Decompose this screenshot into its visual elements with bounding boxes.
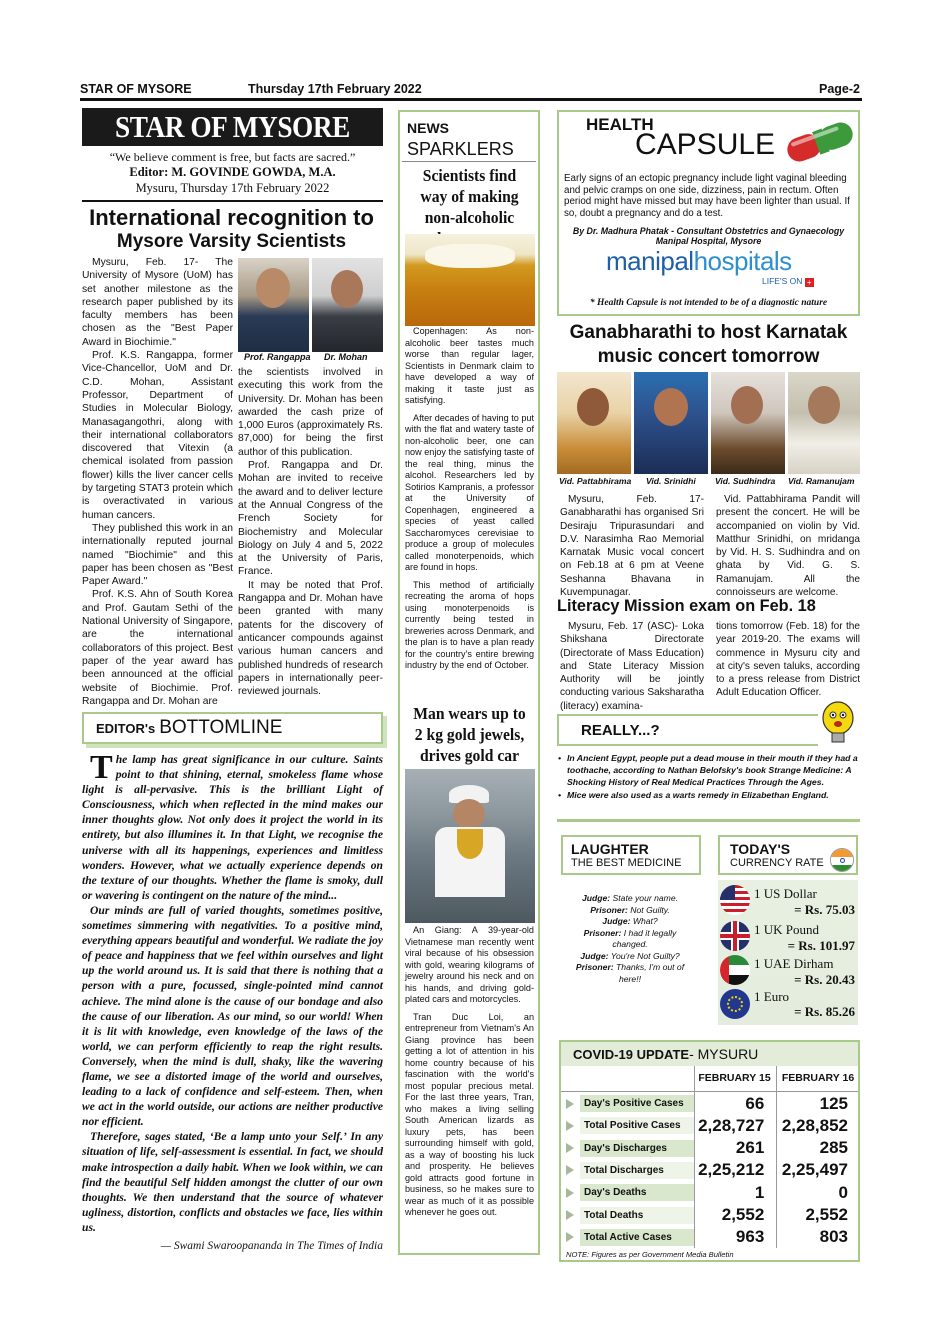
health-byline-1: By Dr. Madhura Phatak - Consultant Obstetrics and Gynaecology: [572, 226, 845, 236]
really-item-text: In Ancient Egypt, people put a dead mouse in their mouth if they had a toothache, according to Nathan Belofsky's book Strange Medicine: A Shocking History of Real Medical Practices Through the Ages.: [567, 753, 858, 787]
covid-row: [562, 1138, 858, 1159]
page-number: Page-2: [819, 82, 860, 96]
gold-man-photo: [405, 769, 535, 923]
joke-line: [565, 916, 695, 928]
editorial-dateline: Mysuru, Thursday 17th February 2022: [135, 181, 330, 195]
covid-value-feb16: 2,552: [805, 1205, 848, 1224]
covid-value-feb15: 2,552: [721, 1205, 765, 1224]
tagline-text: LIFE'S ON: [762, 276, 803, 286]
laughter-title-box: [561, 835, 701, 875]
currency-rate: = Rs. 20.43: [794, 972, 855, 987]
covid-value-feb15: 2,28,727: [698, 1115, 765, 1135]
concert-body-left: Mysuru, Feb. 17-Ganabharathi has organised Sri Desiraju Tripurasundari and D.V. Narasimha Rao Memorial Karnatak Music vocal concert on Feb.18 at 6 pm at Veene Seshanna Bhavana in Kuvempunagar.: [560, 494, 704, 599]
photo-sudhindra: [711, 372, 785, 474]
lead-para: the scientists involved in executing this work from the University. Dr. Mohan has been awarded the cash prize of 1,000 Euros (approximately Rs. 87,000) for being the first author of this publication.: [238, 367, 383, 458]
speaker: Prisoner:: [590, 904, 628, 915]
sparkler-para: An Giang: A 39-year-old Vietnamese man recently went viral because of his obsession with gold, wearing kilograms of jewelry around his neck and on his hands, and driving gold-plated cars and motorcycles.: [405, 925, 534, 1004]
sparkler-para: Copenhagen: As non-alcoholic beer tastes much worse than regular lager, Scientists in Denmark claim to have developed a way of making it taste just as satisfying.: [405, 326, 534, 405]
covid-row-label: Total Positive Cases: [580, 1117, 694, 1134]
covid-value-feb16: 125: [819, 1093, 848, 1113]
covid-value-feb16: 2,28,852: [781, 1115, 848, 1135]
health-text: Early signs of an ectopic pregnancy include light vaginal bleeding and pelvic cramps on one side, dizziness, pain in rectum. Often period might have missed but may have been lighter than usual. If so, doubt a pregnancy and do a test.: [564, 173, 850, 219]
covid-value-feb15: 963: [735, 1227, 765, 1247]
covid-row-label: Day's Discharges: [580, 1140, 694, 1157]
editor-line: Editor: M. GOVINDE GOWDA, M.A.: [129, 165, 336, 179]
currency-title-1: TODAY'S: [730, 841, 791, 857]
lead-headline-1: International recognition to: [89, 205, 374, 230]
beer-photo: [405, 234, 535, 326]
concert-headline-2: music concert tomorrow: [597, 346, 820, 367]
joke-line: [565, 928, 695, 951]
currency-name: 1 US Dollar: [754, 886, 817, 901]
concert-headline-1: Ganabharathi to host Karnatak: [569, 322, 848, 343]
currency-title-2: CURRENCY RATE: [730, 857, 824, 869]
caption-srinidhi: Vid. Srinidhi: [646, 476, 696, 486]
caption-rangappa: Prof. Rangappa: [244, 352, 311, 362]
sparkler-headline-1: Scientists find way of making non-alcoholic: [420, 166, 519, 227]
bottomline-para: Therefore, sages stated, ‘Be a lamp unto your Self.’ In any situation of life, self-assessment is essential. In fact, we should make introspection a daily habit. When we look within, we can find the beautiful Self hidden amongst the clutter of our own thoughts. We then understand that the source of whatever ugliness, distortion, conflicts and obstacles we face, lies within us.: [82, 1130, 383, 1234]
covid-value-feb16: 285: [819, 1138, 848, 1158]
sparkler-body-2: [405, 925, 534, 1225]
covid-col-header-1: FEBRUARY 15: [698, 1072, 771, 1084]
covid-row-label: Day's Deaths: [580, 1184, 694, 1201]
photo-caption-bar: [238, 352, 383, 363]
currency-rate: = Rs. 101.97: [787, 938, 855, 953]
divider: [82, 200, 383, 202]
divider: [561, 1091, 858, 1092]
covid-title-light: - MYSURU: [689, 1046, 759, 1062]
editorial-logo: [82, 108, 383, 146]
header-rule: [80, 98, 862, 101]
speech: Thanks, I'm out of here!!: [613, 962, 685, 984]
joke-line: [565, 905, 695, 917]
speaker: Prisoner:: [575, 962, 614, 972]
health-title-2: CAPSULE: [635, 128, 776, 161]
health-byline-2: Manipal Hospital, Mysore: [655, 236, 762, 246]
bullet-icon: •: [558, 790, 562, 801]
joke-line: [565, 951, 695, 963]
covid-note: NOTE: Figures as per Government Media Bulletin: [566, 1250, 734, 1259]
plus-icon: +: [805, 278, 814, 287]
sparkler-headline-2: Man wears up to 2 kg gold jewels, drives gold car: [413, 704, 526, 765]
speech: State your name.: [610, 893, 678, 903]
really-title: REALLY...?: [581, 721, 660, 739]
bottomline-title-light: BOTTOMLINE: [159, 717, 283, 738]
currency-rate: = Rs. 75.03: [794, 902, 855, 917]
covid-value-feb16: 803: [819, 1227, 848, 1247]
speech: Not Guilty.: [627, 904, 670, 915]
caption-ramanujam: Vid. Ramanujam: [788, 476, 855, 486]
caption-pattabhirama: Vid. Pattabhirama: [559, 476, 632, 486]
list-item: [558, 753, 860, 788]
speaker: Judge:: [581, 893, 611, 903]
manipal-logo: [606, 246, 792, 277]
photo-srinidhi: [634, 372, 708, 474]
manipal-tagline: [762, 276, 814, 287]
speaker: Judge:: [580, 950, 609, 961]
drop-cap: T: [90, 749, 113, 786]
photo-rangappa: [238, 258, 309, 352]
literacy-headline: Literacy Mission exam on Feb. 18: [557, 597, 816, 615]
row-arrow-icon: [566, 1121, 574, 1131]
covid-value-feb15: 1: [754, 1182, 765, 1202]
uk-flag-icon: [720, 921, 750, 951]
lead-para: Prof. Rangappa and Dr. Mohan are invited to receive the award and to deliver lecture at the Annual Congress of the French Society for Biochemistry and Molecular Biology on July 4 and 5, 2022 at the University of Paris, France.: [238, 460, 383, 578]
covid-row: [562, 1205, 858, 1226]
covid-row: [562, 1227, 858, 1248]
bottomline-para: [82, 749, 383, 903]
row-arrow-icon: [566, 1165, 574, 1175]
joke-line: [565, 893, 695, 905]
joke-line: [565, 962, 695, 985]
bottomline-title-box: [82, 712, 383, 744]
covid-row: [562, 1160, 858, 1181]
divider: [557, 819, 860, 822]
currency-rate: = Rs. 85.26: [794, 1004, 855, 1019]
row-arrow-icon: [566, 1143, 574, 1153]
caption-sudhindra: Vid. Sudhindra: [715, 476, 776, 486]
speech: I had it legally changed.: [612, 927, 677, 949]
editorial-logo-text: STAR OF MYSORE: [115, 109, 350, 144]
page-header: [80, 80, 862, 98]
covid-value-feb15: 2,25,212: [698, 1160, 765, 1180]
lead-para: They published this work in an internationally reputed journal named "Biochimie" and this paper has been chosen as "Best Paper Award.": [82, 522, 233, 588]
bottomline-para: Our minds are full of varied thoughts, sometimes positive, sometimes simmering with negativities. To a positive mind, everything appears beautiful and wonderful. We radiate the joy of peace and happiness that we feel within ourselves and light up the world around us. It is said that there is nothing that a person with a pure, focussed, single-pointed mind cannot achieve. The mind alone is the cause of our bondage and also the cause of our liberation. As our mind, so our world! When it is lit with knowledge, even knowledge of the laws of the world, we can perform efficiently to reap the right results. Conversely, when the mind is dull, shaky, like the wavering flame, we see a distorted image of the world and ourselves, leading to a lack of confidence and self-esteem. Then, when we act in the world outside, our actions are neither productive nor efficient.: [82, 903, 383, 1129]
covid-row: [562, 1182, 858, 1203]
bottomline-title-bold: EDITOR's: [96, 720, 156, 736]
currency-name: 1 UK Pound: [754, 922, 820, 937]
sparkler-para: This method of artificially recreating the aroma of hops using monoterpenoids is currently being tested in breweries across Denmark, and the plan is to have a plan ready for the country's entire brewing industry by the end of October.: [405, 579, 534, 670]
capsule-icon: [780, 118, 860, 166]
covid-row-label: Total Deaths: [580, 1207, 694, 1224]
really-title-box: [557, 714, 818, 746]
lead-para: Prof. K.S. Rangappa, former Vice-Chancellor, UoM and Dr. C.D. Mohan, Assistant Professor, Department of Studies in Molecular Biology, Manasagangothri, along with their international collaborators discovered that Vitexin (a chemical isolated from passion flower) kills the liver cancer cells by targeting STAT3 protein which is overactivated in various human cancers.: [82, 350, 233, 521]
issue-date: Thursday 17th February 2022: [248, 82, 422, 96]
health-note: * Health Capsule is not intended to be of a diagnostic nature: [589, 298, 828, 308]
covid-value-feb15: 66: [745, 1093, 765, 1113]
bullet-icon: •: [558, 753, 562, 763]
photo-pattabhirama: [557, 372, 631, 474]
manipal-logo-word-2: hospitals: [693, 246, 792, 276]
concert-body-right: Vid. Pattabhirama Pandit will present the concert. He will be accompanied on violin by Vid. Matthur Srinidhi, on mridanga by Vid. H. S. Sudhindra and on ghata by Vid. G. S. Ramanujam. All the connoisseurs are welcome.: [716, 494, 860, 599]
motto: “We believe comment is free, but facts are sacred.”: [109, 150, 356, 164]
really-list: [558, 753, 860, 802]
covid-value-feb15: 261: [735, 1138, 765, 1158]
photo-mohan: [312, 258, 383, 352]
laughter-title-2: THE BEST MEDICINE: [571, 857, 682, 869]
speaker: Prisoner:: [583, 927, 622, 938]
covid-row-label: Day's Positive Cases: [580, 1095, 694, 1112]
eu-flag-icon: [720, 989, 750, 1019]
divider: [402, 161, 536, 162]
lead-para: It may be noted that Prof. Rangappa and Dr. Mohan have been granted with many patents for the discovery of anticancer compounds against various human cancers and published hundreds of research papers in internationally peer-reviewed journals.: [238, 579, 383, 698]
speaker: Judge:: [602, 916, 631, 926]
speech: What?: [630, 916, 658, 926]
laughter-title-1: LAUGHTER: [571, 841, 649, 857]
sparklers-title-2: SPARKLERS: [407, 139, 514, 159]
covid-title-bold: COVID-19 UPDATE: [573, 1046, 690, 1062]
lead-headline-2: Mysore Varsity Scientists: [116, 231, 347, 252]
sparkler-para: Tran Duc Loi, an entrepreneur from Vietnam's An Giang province has been getting a lot of attention in his home country because of his fascination with the world's most popular precious metal. For the last three years, Tran, who makes a living selling South American lizards as luxury pets, has been surrounding himself with gold, as a way of boosting his luck and prosperity. He believes gold attracts good fortune in business, so he makes sure to wear as much of it as possible whenever he goes out.: [405, 1011, 534, 1217]
speech: You're Not Guilty?: [608, 950, 680, 961]
lightbulb-icon: [816, 700, 860, 750]
covid-title-bar: [561, 1042, 858, 1066]
photo-ramanujam: [788, 372, 860, 474]
sparkler-para: After decades of having to put with the flat and watery taste of non-alcoholic beer, one can now enjoy the satisfying taste of the real thing, minus the alcohol. Researchers led by Sotirios Kampranis, a professor at the University of Copenhagen, engineered a species of yeast called Saccharomyces cerevisiae to produce a group of molecules called monoterpenoids, which are found in hops.: [405, 412, 534, 572]
concert-captions: [557, 476, 860, 487]
row-arrow-icon: [566, 1099, 574, 1109]
laughter-body: [565, 893, 695, 985]
covid-value-feb16: 0: [838, 1182, 848, 1202]
lead-para: Mysuru, Feb. 17- The University of Mysore (UoM) has set another milestone as the research paper published by its faculty members has been chosen as the "Best Paper Award in Biochimie.": [82, 257, 233, 348]
bottomline-credit: — Swami Swaroopananda in The Times of India: [160, 1240, 383, 1252]
lead-column-a: [82, 256, 233, 708]
literacy-body-right: tions tomorrow (Feb. 18) for the year 2019-20. The exams will commence in Mysuru city and at city's seven taluks, according to a press release from District Adult Education Officer.: [716, 621, 860, 699]
really-item-text: Mice were also used as a warts remedy in Elizabethan England.: [567, 790, 829, 801]
lead-column-b: [238, 366, 383, 698]
lead-para: Prof. K.S. Ahn of South Korea and Prof. Gautam Sethi of the National University of Singapore, are the international collaborators of this project. Best paper of the year award has been announced at the official website of Biochimie. Prof. Rangappa and Dr. Mohan are: [82, 589, 233, 707]
health-title-1: HEALTH: [586, 115, 654, 134]
bottomline-text: he lamp has great significance in our culture. Saints point to that shining, eternal, smokeless flame whose light is all-pervasive. This is the brilliant Light of Consciousness, which when reflected in the mind makes our inner thoughts glow. Not only does it project the world in its entirety, but also illumines it. In that Light, we recognise the universe with all its happenings, experiences and limitless wonders. However, what we actually experience depends on the texture of our thoughts. Whether the flame is smoky, dull or wavering is contingent on the nature of the mind...: [82, 753, 383, 902]
uae-flag-icon: [720, 955, 750, 985]
sparklers-title-1: NEWS: [407, 120, 449, 136]
covid-row-label: Total Active Cases: [580, 1229, 694, 1246]
currency-name: 1 Euro: [754, 989, 790, 1004]
covid-row: [562, 1115, 858, 1136]
us-flag-icon: [720, 885, 750, 915]
bottomline-body: [82, 749, 383, 1235]
sparkler-body-1: [405, 326, 534, 678]
covid-row-label: Total Discharges: [580, 1162, 694, 1179]
covid-col-header-2: FEBRUARY 16: [781, 1072, 855, 1084]
masthead-label: STAR OF MYSORE: [80, 82, 192, 96]
covid-value-feb16: 2,25,497: [781, 1160, 848, 1180]
row-arrow-icon: [566, 1232, 574, 1242]
literacy-body-left: Mysuru, Feb. 17 (ASC)- Loka Shikshana Directorate (Directorate of Mass Education) and State Literacy Mission Authority will be jointly conducting various Saksharatha (literacy) examina-: [560, 621, 704, 712]
caption-mohan: Dr. Mohan: [324, 352, 368, 362]
manipal-logo-word: manipal: [606, 246, 694, 276]
list-item: [558, 790, 860, 802]
india-flag-icon: [830, 848, 854, 872]
row-arrow-icon: [566, 1188, 574, 1198]
covid-row: [562, 1093, 858, 1114]
row-arrow-icon: [566, 1210, 574, 1220]
currency-name: 1 UAE Dirham: [754, 956, 834, 971]
